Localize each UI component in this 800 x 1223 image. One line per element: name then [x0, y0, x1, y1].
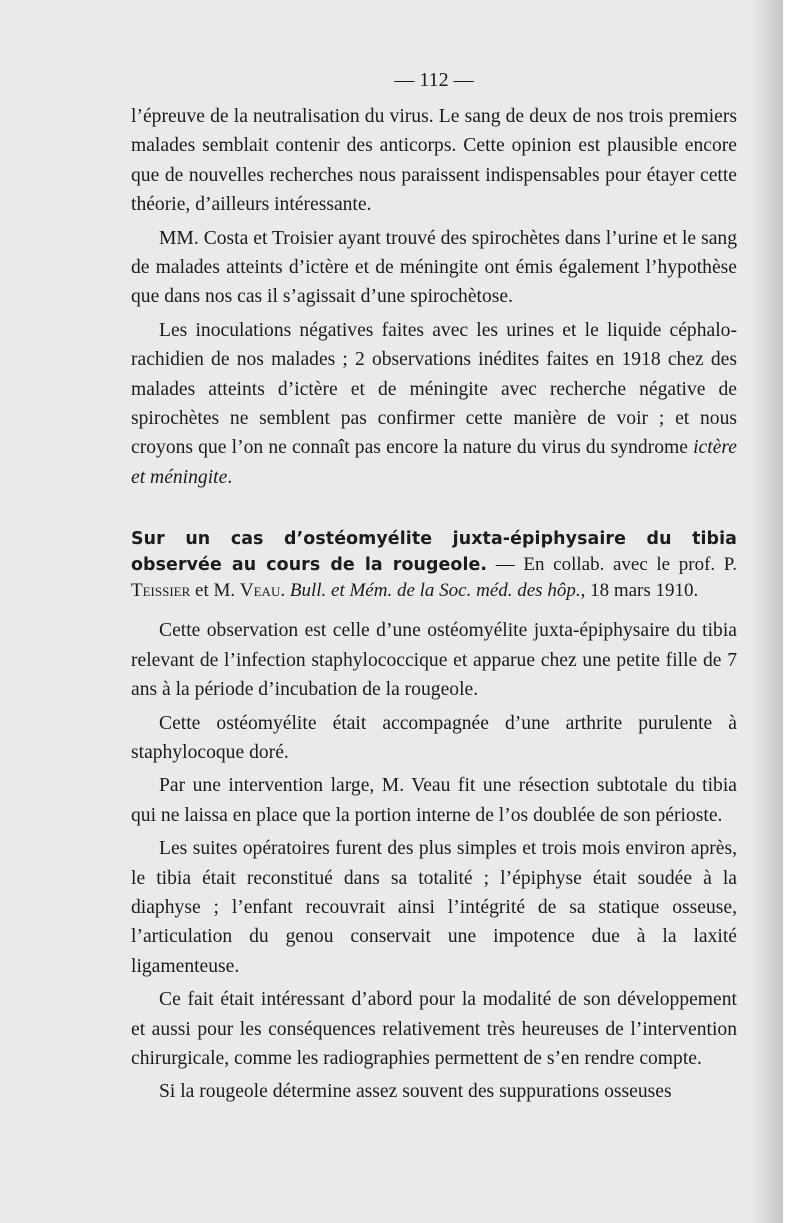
- paragraph-intervention: Par une intervention large, M. Veau fit une résection subtotale du tibia qui ne laissa en place que la portion interne de l’os doublée de son périoste.: [131, 775, 737, 826]
- syndrome-name: ictère et méningite: [131, 437, 737, 488]
- paragraph-interet: Ce fait était intéressant d’abord pour la modalité de son développement et aussi pour les conséquences relativement très heureuses de l’intervention chirurgicale, comme les radiographies permettent de s’en rendre compte.: [131, 989, 737, 1069]
- author-period: .: [280, 580, 286, 602]
- page-content: [131, 66, 737, 1107]
- author-teissier: Teissier: [131, 580, 191, 602]
- inoculations-text: Les inoculations négatives faites avec les urines et le liquide céphalo-rachidien de nos malades ; 2 observations inédites faites en 1918 chez des malades atteints d’ictère et de méningite avec recherche négative de spirochètes ne semblent pas confirmer cette manière de voir ; et nous croyons que l’on ne connaît pas encore la nature du virus du syndrome: [131, 319, 737, 459]
- author-veau: Veau: [239, 580, 281, 602]
- paragraph-observation: Cette observation est celle d’une ostéomyélite juxta-épiphysaire du tibia relevant de l’infection staphylococcique et apparue chez une petite fille de 7 ans à la période d’incubation de la rougeole.: [131, 620, 737, 701]
- collab-intro: — En collab. avec le prof. P.: [487, 554, 738, 576]
- article-title: Sur un cas d’ostéomyélite juxta-épiphysaire du tibia observée au cours de la rougeole.: [131, 529, 737, 576]
- paragraph-costa-troisier: MM. Costa et Troisier ayant trouvé des spirochètes dans l’urine et le sang de malades atteints d’ictère et de méningite ont émis également l’hypothèse que dans nos cas il s’agissait d’une spirochètose.: [131, 227, 737, 308]
- paragraph-arthrite: Cette ostéomyélite était accompagnée d’une arthrite purulente à staphylocoque doré.: [131, 712, 737, 763]
- page-number: — 112 —: [394, 69, 474, 91]
- inoculations-end: .: [227, 466, 233, 488]
- article-heading: [131, 526, 737, 604]
- publication-date: , 18 mars 1910.: [580, 580, 699, 602]
- paragraph-neutralisation: l’épreuve de la neutralisation du virus. Le sang de deux de nos trois premiers malades semblait contenir des anticorps. Cette opinion est plausible encore que de nouvelles recherches nous paraissent indispensables pour étayer cette théorie, d’ailleurs intéressante.: [131, 106, 737, 216]
- paragraph-rougeole: Si la rougeole détermine assez souvent des suppurations osseuses: [159, 1081, 672, 1103]
- journal-name: Bull. et Mém. de la Soc. méd. des hôp.: [289, 580, 581, 602]
- paragraph-inoculations: [131, 316, 737, 492]
- page-edge-shadow: [752, 0, 782, 1223]
- paragraph-suites: Les suites opératoires furent des plus simples et trois mois environ après, le tibia était reconstitué dans sa totalité ; l’épiphyse était soudée à la diaphyse ; l’enfant recouvrait ainsi l’intégrité de sa statique osseuse, l’articulation du genou conservait une impotence due à la laxité ligamenteuse.: [131, 838, 737, 977]
- author-joiner: et M.: [190, 580, 240, 602]
